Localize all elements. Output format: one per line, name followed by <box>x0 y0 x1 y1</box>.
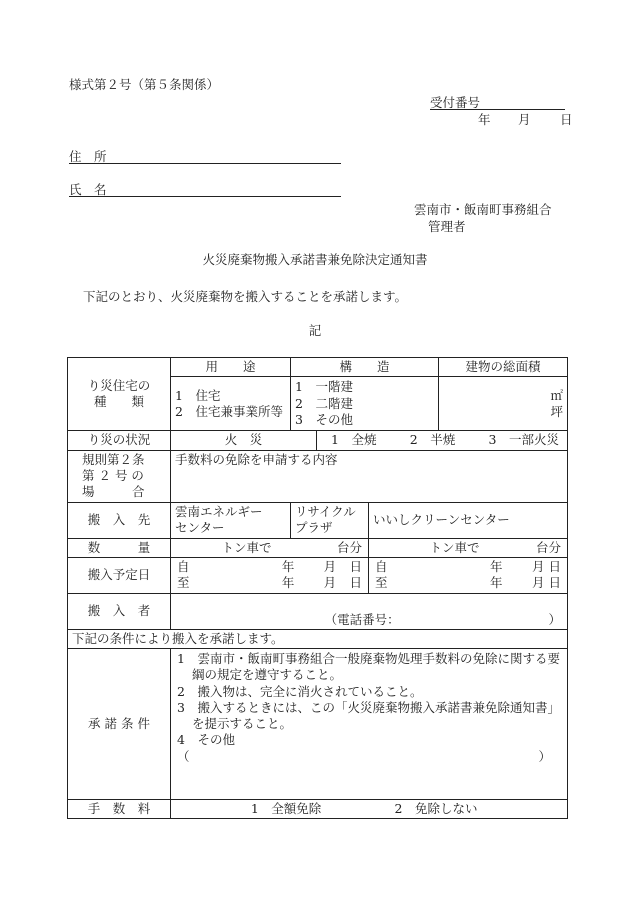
floor-area-cell <box>439 377 568 431</box>
schedule-2-to-day: 日 <box>548 575 562 591</box>
housing-type-label: り災住宅の 種 類 <box>68 358 171 431</box>
schedule-1-from: 自 <box>177 559 190 574</box>
address-label: 住 所 <box>69 149 107 164</box>
use-option-2: 2 住宅兼事業所等 <box>175 403 283 419</box>
destination-recycle-plaza: リサイクル プラザ <box>291 502 369 538</box>
structure-header: 構 造 <box>291 358 439 377</box>
use-option-1: 1 住宅 <box>175 387 221 403</box>
quantity-units-1: 台分 <box>337 539 363 555</box>
schedule-1-to: 至 <box>177 575 190 591</box>
schedule-cell-2 <box>369 557 568 593</box>
carrier-label: 搬 入 者 <box>68 593 171 629</box>
destination-energy-center: 雲南エネルギー センター <box>171 502 291 538</box>
name-line <box>69 196 341 197</box>
address-line <box>69 163 341 164</box>
ki-heading: 記 <box>308 323 322 338</box>
schedule-2-from: 自 <box>375 559 388 574</box>
schedule-2-to: 至 <box>375 575 388 591</box>
schedule-2-to-month: 月 <box>532 575 545 591</box>
structure-option-1: 1 一階建 <box>295 379 353 395</box>
damage-option-3: 3 一部火災 <box>488 432 559 448</box>
fee-option-2: 2 免除しない <box>394 801 478 816</box>
condition-3: 3 搬入するときには、この「火災廃棄物搬入承諾書兼免除通知書」を提示すること。 <box>177 699 560 731</box>
application-table <box>67 357 568 819</box>
date-day: 日 <box>560 112 573 127</box>
schedule-1-from-year: 年 <box>281 559 295 574</box>
damage-option-2: 2 半焼 <box>409 432 456 448</box>
schedule-2-to-year: 年 <box>490 575 503 591</box>
intro-text: 下記のとおり、火災廃棄物を搬入することを承諾します。 <box>83 289 408 304</box>
receipt-number-line <box>430 109 565 110</box>
issuer-title: 管理者 <box>428 219 466 234</box>
destination-label: 搬 入 先 <box>68 502 171 538</box>
schedule-2-from-year: 年 <box>490 559 503 574</box>
phone-open: （電話番号： <box>324 611 400 627</box>
condition-4: 4 その他 <box>177 732 235 748</box>
condition-1: 1 雲南市・飯南町事務組合一般廃棄物処理手数料の免除に関する要綱の規定を遵守すること。 <box>177 651 560 683</box>
other-close: ） <box>538 748 552 764</box>
quantity-ton-2: トン車で <box>429 539 480 555</box>
other-open: （ <box>177 748 190 764</box>
document-title: 火災廃棄物搬入承諾書兼免除決定通知書 <box>202 252 428 267</box>
receipt-number-label: 受付番号 <box>430 95 481 110</box>
condition-2: 2 搬入物は、完全に消火されていること。 <box>177 683 423 699</box>
destination-iishi-clean-center: いいしクリーンセンター <box>369 502 568 538</box>
damage-status-label: り災の状況 <box>68 431 171 450</box>
conditions-label: 承 諾 条 件 <box>68 649 171 800</box>
structure-options <box>291 377 439 431</box>
form-number: 様式第２号（第５条関係） <box>69 77 220 92</box>
carrier-cell <box>171 593 568 629</box>
fee-options <box>171 800 568 819</box>
schedule-cell-1 <box>171 557 369 593</box>
schedule-2-from-month: 月 <box>532 559 545 574</box>
schedule-2-from-day: 日 <box>548 559 562 574</box>
quantity-ton-1: トン車で <box>221 539 272 555</box>
rule-article-label: 規則第２条 第 ２ 号 の 場 合 <box>68 450 171 502</box>
floor-area-header: 建物の総面積 <box>439 358 568 377</box>
fee-option-1: 1 全額免除 <box>250 801 322 816</box>
damage-options <box>317 431 568 450</box>
quantity-cell-1 <box>171 538 369 557</box>
use-options <box>171 377 291 431</box>
schedule-1-to-day: 日 <box>349 575 363 591</box>
name-label: 氏 名 <box>69 182 107 197</box>
damage-option-1: 1 全焼 <box>331 432 377 448</box>
unit-tsubo: 坪 <box>550 403 564 419</box>
damage-type: 火 災 <box>171 431 317 450</box>
schedule-label: 搬入予定日 <box>68 557 171 593</box>
quantity-label: 数 量 <box>68 538 171 557</box>
conditions-intro: 下記の条件により搬入を承諾します。 <box>68 629 568 648</box>
quantity-cell-2 <box>369 538 568 557</box>
issuer-organization: 雲南市・飯南町事務組合 <box>414 202 552 217</box>
quantity-units-2: 台分 <box>536 539 562 555</box>
structure-option-2: 2 二階建 <box>295 395 353 411</box>
structure-option-3: 3 その他 <box>295 411 353 427</box>
rule-content: 手数料の免除を申請する内容 <box>171 450 568 502</box>
schedule-1-from-day: 日 <box>349 559 363 574</box>
date-month: 月 <box>518 112 531 127</box>
phone-close: ） <box>548 611 562 627</box>
use-header: 用 途 <box>171 358 291 377</box>
date-year: 年 <box>478 112 491 127</box>
conditions-cell <box>171 649 568 800</box>
fee-label: 手 数 料 <box>68 800 171 819</box>
unit-m2: ㎡ <box>550 387 564 403</box>
schedule-1-to-month: 月 <box>323 575 337 591</box>
schedule-1-from-month: 月 <box>323 559 337 574</box>
schedule-1-to-year: 年 <box>281 575 295 591</box>
